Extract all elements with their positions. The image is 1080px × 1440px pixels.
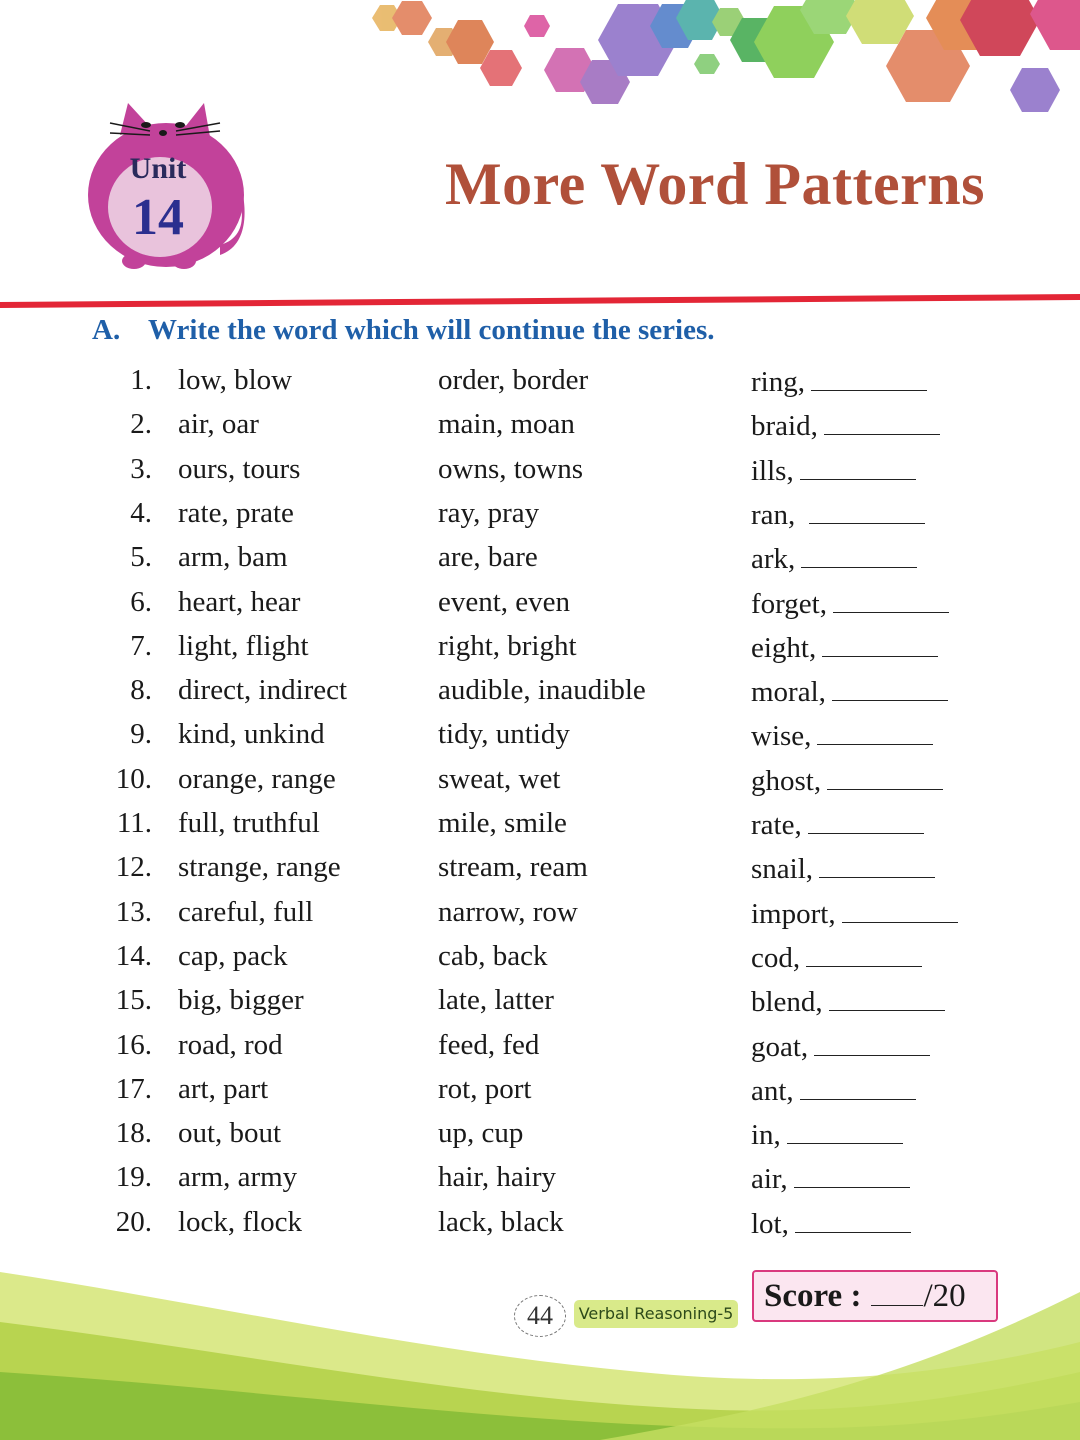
title-divider [0,294,1080,308]
example-pair-2: order, border [438,364,589,396]
example-pair-2: event, even [438,585,571,618]
prompt-word: ark, [751,543,796,576]
example-pair-2: are, bare [438,541,538,574]
exercise-instruction [92,314,992,347]
unit-number: 14 [132,189,184,246]
question-number: 9. [130,718,152,751]
prompt-word: lot, [751,1207,789,1240]
answer-blank[interactable] [801,541,917,568]
answer-blank[interactable] [787,1117,903,1144]
example-pair-1: full, truthful [178,807,320,839]
question-prompt [751,1073,916,1108]
example-pair-1: air, oar [178,408,259,441]
example-pair-2: hair, hairy [438,1161,557,1194]
example-pair-1: heart, hear [178,585,301,618]
question-prompt [751,453,916,488]
question-row [0,851,1080,895]
question-row [0,453,1080,497]
example-pair-1: lock, flock [178,1205,303,1238]
question-row [0,1161,1080,1205]
example-pair-2: tidy, untidy [438,718,570,751]
question-number: 10. [115,762,152,795]
question-number: 11. [116,807,152,839]
question-prompt [751,1029,930,1064]
example-pair-2: audible, inaudible [438,674,646,707]
question-number: 19. [115,1161,152,1194]
question-prompt [751,364,927,399]
question-number: 6. [130,585,152,618]
question-prompt [751,807,924,842]
answer-blank[interactable] [817,718,933,745]
prompt-word: wise, [751,720,812,753]
question-number: 14. [115,939,152,972]
example-pair-1: careful, full [178,895,314,928]
example-pair-1: big, bigger [178,984,304,1017]
question-row [0,763,1080,807]
question-row [0,940,1080,984]
question-number: 3. [130,452,152,485]
answer-blank[interactable] [833,586,949,613]
question-row [0,674,1080,718]
example-pair-1: out, bout [178,1117,282,1150]
answer-blank[interactable] [808,807,924,834]
question-prompt [751,1206,911,1241]
prompt-word: cod, [751,941,801,974]
example-pair-1: road, rod [178,1028,283,1061]
question-row [0,541,1080,585]
answer-blank[interactable] [795,1206,911,1233]
question-number: 2. [130,408,152,441]
answer-blank[interactable] [829,984,945,1011]
question-row [0,1206,1080,1250]
question-prompt [751,851,935,886]
example-pair-1: arm, army [178,1161,298,1194]
question-number: 8. [130,674,152,707]
prompt-word: air, [751,1163,788,1196]
question-number: 7. [130,629,152,662]
question-prompt [751,630,938,665]
example-pair-1: kind, unkind [178,718,325,751]
example-pair-2: narrow, row [438,895,578,928]
question-row [0,630,1080,674]
example-pair-1: low, blow [178,364,293,396]
example-pair-2: up, cup [438,1117,524,1150]
example-pair-2: mile, smile [438,807,567,839]
score-total: /20 [923,1278,966,1314]
question-prompt [751,718,933,753]
answer-blank[interactable] [842,896,958,923]
question-row [0,497,1080,541]
question-prompt [751,586,949,621]
answer-blank[interactable] [822,630,938,657]
example-pair-2: lack, black [438,1205,564,1238]
score-box [752,1270,998,1322]
book-title: Verbal Reasoning-5 [574,1300,738,1328]
score-label: Score : [764,1278,862,1314]
question-prompt [751,408,940,443]
question-row [0,408,1080,452]
question-number: 15. [115,984,152,1017]
answer-blank[interactable] [827,763,943,790]
example-pair-2: feed, fed [438,1028,540,1061]
question-number: 12. [115,851,152,884]
example-pair-2: rot, port [438,1072,532,1105]
answer-blank[interactable] [811,364,927,391]
prompt-word: moral, [751,676,826,709]
question-prompt [751,674,948,709]
question-row [0,1029,1080,1073]
question-number: 5. [130,541,152,574]
question-prompt [751,763,943,798]
unit-label: Unit [129,152,187,185]
question-row [0,364,1080,408]
answer-blank[interactable] [800,453,916,480]
example-pair-2: main, moan [438,408,575,441]
question-prompt [751,497,925,532]
prompt-word: rate, [751,809,802,841]
example-pair-2: sweat, wet [438,762,561,795]
prompt-word: ring, [751,366,805,398]
page-number: 44 [514,1295,566,1337]
example-pair-2: ray, pray [438,496,540,529]
example-pair-1: ours, tours [178,452,301,485]
question-prompt [751,896,958,931]
example-pair-2: owns, towns [438,452,584,485]
answer-blank[interactable] [814,1029,930,1056]
question-number: 4. [130,496,152,529]
answer-blank[interactable] [800,1073,916,1100]
question-number: 16. [115,1028,152,1061]
question-row [0,807,1080,851]
prompt-word: forget, [751,587,827,620]
question-row [0,1117,1080,1161]
prompt-word: ills, [751,454,794,487]
question-number: 20. [115,1205,152,1238]
example-pair-1: strange, range [178,851,341,884]
question-prompt [751,1161,910,1196]
answer-blank[interactable] [806,940,922,967]
question-number: 13. [115,895,152,928]
question-prompt [751,1117,903,1152]
prompt-word: snail, [751,853,814,886]
example-pair-1: direct, indirect [178,674,348,707]
question-prompt [751,940,922,975]
answer-blank[interactable] [832,674,948,701]
example-pair-1: cap, pack [178,939,288,972]
example-pair-1: rate, prate [178,496,294,529]
prompt-word: ghost, [751,764,822,797]
prompt-word: braid, [751,410,818,443]
example-pair-2: cab, back [438,939,548,972]
example-pair-1: arm, bam [178,541,288,574]
question-row [0,586,1080,630]
prompt-word: import, [751,897,836,930]
answer-blank[interactable] [809,497,925,524]
question-row [0,1073,1080,1117]
prompt-word: goat, [751,1030,809,1063]
question-row [0,896,1080,940]
question-prompt [751,541,917,576]
answer-blank[interactable] [824,408,940,435]
question-number: 1. [130,364,152,396]
instruction-text: Write the word which will continue the series. [148,314,715,346]
question-row [0,984,1080,1028]
question-row [0,718,1080,762]
example-pair-1: art, part [178,1072,269,1105]
answer-blank[interactable] [819,851,935,878]
page-title: More Word Patterns [444,151,985,217]
prompt-word: ran, [751,498,796,531]
prompt-word: ant, [751,1074,794,1107]
answer-blank[interactable] [794,1161,910,1188]
prompt-word: blend, [751,986,823,1019]
example-pair-1: orange, range [178,762,336,795]
question-prompt [751,984,945,1019]
example-pair-2: stream, ream [438,851,588,884]
example-pair-1: light, flight [178,629,309,662]
example-pair-2: late, latter [438,984,554,1017]
example-pair-2: right, bright [438,629,577,662]
prompt-word: in, [751,1119,781,1152]
question-number: 18. [115,1117,152,1150]
score-blank[interactable] [871,1277,923,1306]
question-number: 17. [115,1072,152,1105]
exercise-letter: A. [92,314,121,346]
prompt-word: eight, [751,631,817,664]
